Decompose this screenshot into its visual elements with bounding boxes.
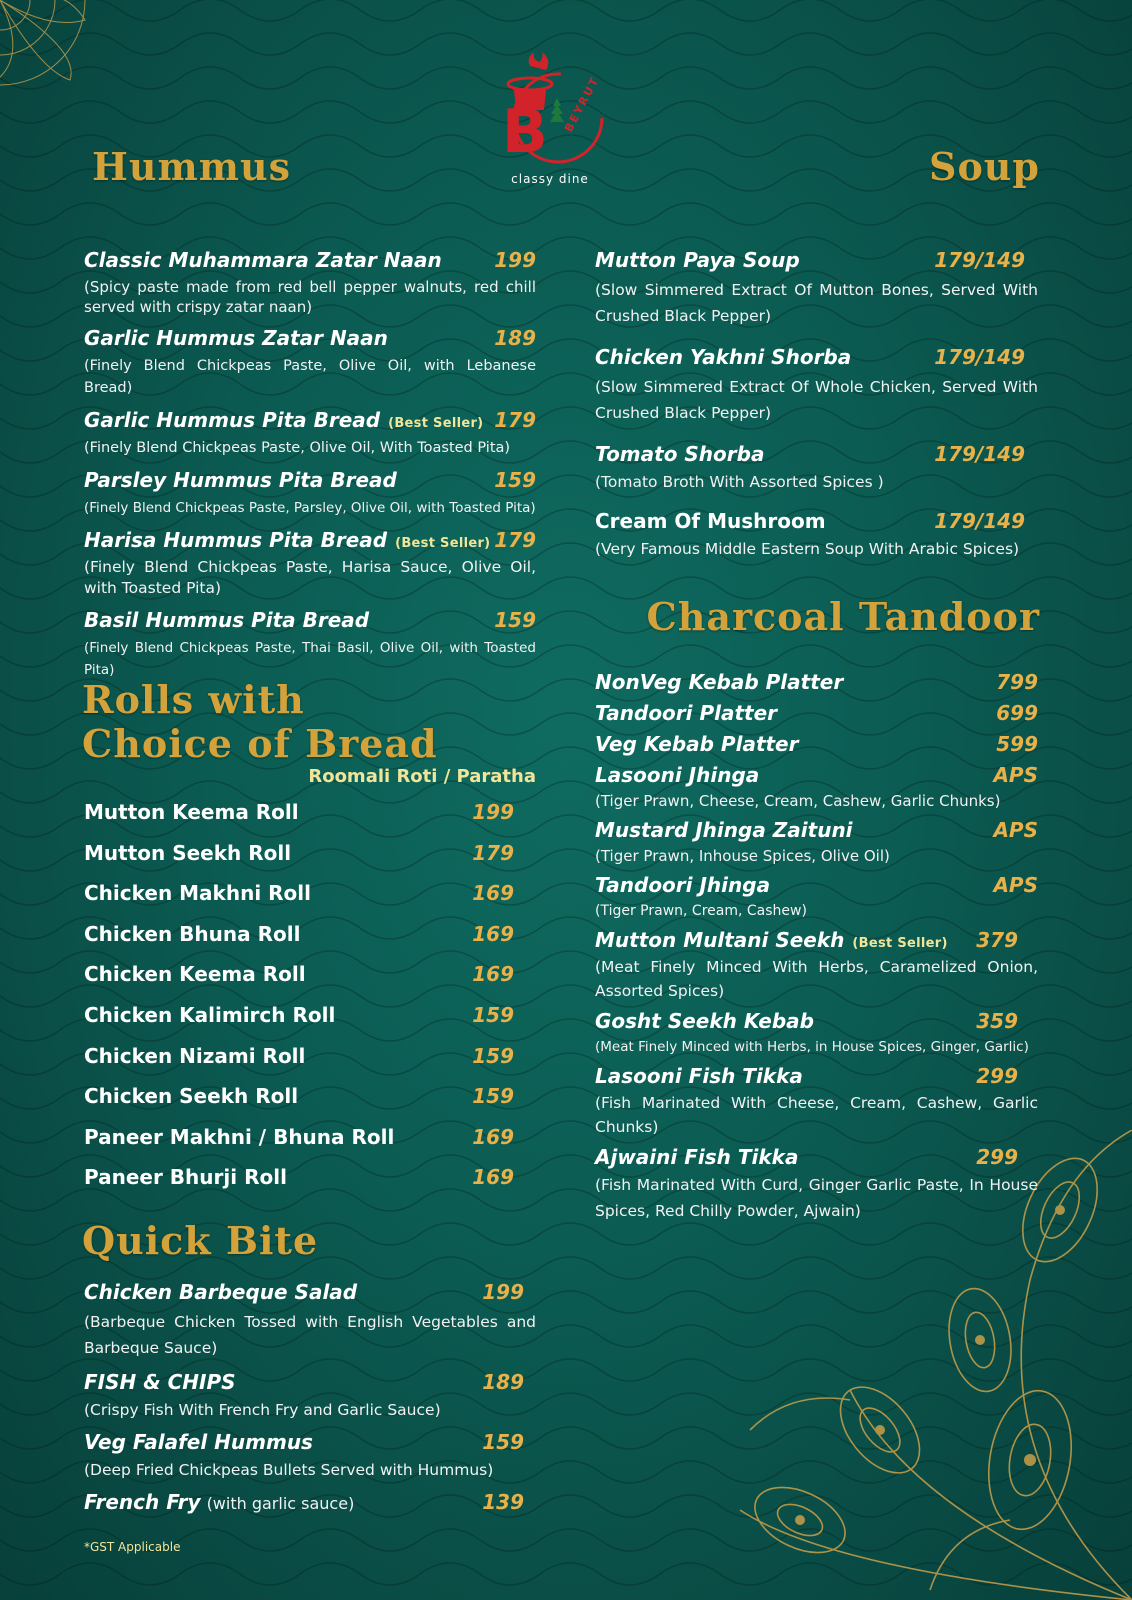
roll-item — [84, 962, 514, 1003]
item-price: 199 — [482, 1280, 524, 1304]
item-price: 179 — [472, 840, 514, 865]
item-name: Chicken Keema Roll — [84, 962, 306, 987]
item-name: Classic Muhammara Zatar Naan — [84, 248, 442, 272]
soup-item — [595, 442, 1038, 493]
rolls-heading-line1: Rolls with — [82, 677, 305, 722]
item-name: Chicken Seekh Roll — [84, 1084, 299, 1109]
hummus-item-garlic-zatar — [84, 326, 536, 399]
roll-item — [84, 1165, 514, 1206]
item-price: 299 — [976, 1145, 1018, 1169]
item-price: APS — [993, 873, 1038, 897]
item-name: Mutton Paya Soup — [595, 248, 800, 272]
hummus-heading: Hummus — [92, 144, 291, 189]
item-name: Veg Falafel Hummus — [84, 1430, 313, 1454]
tandoor-list — [595, 670, 1038, 1233]
item-price: 379 — [976, 928, 1018, 952]
gst-footnote: *GST Applicable — [84, 1540, 181, 1554]
charcoal-tandoor-heading: Charcoal Tandoor — [646, 594, 1040, 639]
roll-item — [84, 1044, 514, 1085]
item-name: Gosht Seekh Kebab — [595, 1009, 814, 1033]
item-description: (Fish Marinated With Cheese, Cream, Cashew, Garlic Chunks) — [595, 1094, 1038, 1136]
restaurant-logo — [500, 52, 612, 192]
item-price: 199 — [494, 248, 536, 272]
item-description: (Tiger Prawn, Inhouse Spices, Olive Oil) — [595, 847, 890, 865]
item-description: (Finely Blend Chickpeas Paste, Olive Oil, With Toasted Pita) — [84, 440, 511, 456]
item-price: 169 — [472, 962, 514, 987]
item-name: Cream Of Mushroom — [595, 509, 826, 533]
item-description: (Finely Blend Chickpeas Paste, Thai Basil, Olive Oil, with Toasted Pita) — [84, 640, 536, 678]
item-description: (Meat Finely Minced With Herbs, Caramelized Onion, Assorted Spices) — [595, 958, 1038, 1000]
hummus-item-garlic-pita — [84, 408, 536, 459]
item-price: APS — [993, 763, 1038, 787]
item-price: 169 — [472, 1165, 514, 1190]
best-seller-badge: (Best Seller) — [395, 536, 491, 551]
rolls-list — [84, 800, 514, 1206]
item-name: French Fry — [84, 1490, 201, 1514]
roll-item — [84, 922, 514, 963]
item-description: (Slow Simmered Extract Of Whole Chicken, Served With Crushed Black Pepper) — [595, 378, 1038, 422]
item-name: Mustard Jhinga Zaituni — [595, 818, 853, 842]
soup-item — [595, 248, 1038, 329]
item-description: (Slow Simmered Extract Of Mutton Bones, Served With Crushed Black Pepper) — [595, 281, 1038, 325]
logo-brand: BEYRUT — [562, 74, 603, 135]
rolls-bread-choice: Roomali Roti / Paratha — [308, 766, 536, 787]
item-price: 189 — [494, 326, 536, 350]
item-name: Chicken Barbeque Salad — [84, 1280, 358, 1304]
wave-line — [0, 0, 1132, 21]
quick-bite-item — [84, 1490, 536, 1514]
item-name: Tandoori Jhinga — [595, 873, 771, 897]
quick-bite-item — [84, 1280, 536, 1361]
tandoor-item — [595, 873, 1038, 922]
roll-item — [84, 1003, 514, 1044]
item-name: Mutton Keema Roll — [84, 800, 299, 824]
tandoor-item — [595, 928, 1038, 1003]
item-name: Chicken Nizami Roll — [84, 1043, 306, 1068]
item-name: Ajwaini Fish Tikka — [595, 1145, 799, 1169]
item-name: Mutton Multani Seekh — [595, 928, 845, 952]
item-description: (Barbeque Chicken Tossed with English Vegetables and Barbeque Sauce) — [84, 1313, 536, 1357]
item-description: (Finely Blend Chickpeas Paste, Harisa Sauce, Olive Oil, with Toasted Pita) — [84, 558, 536, 597]
best-seller-badge: (Best Seller) — [852, 936, 948, 951]
item-name: Lasooni Fish Tikka — [595, 1064, 803, 1088]
item-name: Tandoori Platter — [595, 701, 778, 725]
item-price: 179 — [494, 408, 536, 432]
tandoor-item — [595, 1009, 1038, 1058]
tandoor-item — [595, 1064, 1038, 1139]
tandoor-item — [595, 818, 1038, 867]
item-description: (Fish Marinated With Curd, Ginger Garlic Paste, In House Spices, Red Chilly Powder, Ajwain) — [595, 1176, 1038, 1220]
item-name: Paneer Makhni / Bhuna Roll — [84, 1124, 395, 1149]
item-description: (Tiger Prawn, Cheese, Cream, Cashew, Garlic Chunks) — [595, 792, 1001, 810]
item-price: 169 — [472, 1124, 514, 1149]
item-price: 179/149 — [934, 345, 1025, 369]
item-description: (Spicy paste made from red bell pepper walnuts, red chill served with crispy zatar naan) — [84, 278, 536, 316]
tandoor-item — [595, 763, 1038, 812]
item-price: 299 — [976, 1064, 1018, 1088]
tandoor-item — [595, 732, 1038, 756]
item-note: (with garlic sauce) — [206, 1494, 355, 1513]
tandoor-item — [595, 1145, 1038, 1224]
item-name: Chicken Yakhni Shorba — [595, 345, 852, 369]
item-price: APS — [993, 818, 1038, 842]
roll-item — [84, 1125, 514, 1166]
quick-bite-heading: Quick Bite — [82, 1218, 319, 1263]
item-description: (Finely Blend Chickpeas Paste, Olive Oil, with Lebanese Bread) — [84, 358, 536, 396]
tandoor-item — [595, 701, 1038, 725]
best-seller-badge: (Best Seller) — [388, 416, 484, 431]
mandala-ornament-top-left — [0, 0, 130, 130]
quick-bite-list — [84, 1280, 536, 1523]
item-price: 599 — [996, 732, 1038, 756]
item-price: 159 — [472, 1002, 514, 1027]
roll-item — [84, 881, 514, 922]
item-price: 169 — [472, 921, 514, 946]
item-description: (Very Famous Middle Eastern Soup With Arabic Spices) — [595, 540, 1020, 558]
quick-bite-item — [84, 1430, 536, 1481]
quick-bite-item — [84, 1370, 536, 1421]
item-price: 159 — [472, 1084, 514, 1109]
item-name: Veg Kebab Platter — [595, 732, 799, 756]
soup-list — [595, 248, 1038, 569]
roll-item — [84, 841, 514, 882]
hummus-item-harisa-pita — [84, 528, 536, 599]
item-name: Chicken Bhuna Roll — [84, 921, 301, 946]
item-description: (Crispy Fish With French Fry and Garlic Sauce) — [84, 1401, 441, 1419]
item-price: 159 — [494, 468, 536, 492]
item-description: (Meat Finely Minced with Herbs, in House Spices, Ginger, Garlic) — [595, 1039, 1029, 1055]
item-price: 159 — [472, 1043, 514, 1068]
rolls-heading-line2: Choice of Bread — [82, 721, 438, 766]
logo-letter: B — [502, 97, 548, 167]
soup-item — [595, 509, 1038, 560]
soup-item — [595, 345, 1038, 426]
roll-item — [84, 1084, 514, 1125]
hummus-list — [84, 248, 536, 690]
item-name: Paneer Bhurji Roll — [84, 1165, 287, 1190]
item-name: Basil Hummus Pita Bread — [84, 608, 370, 632]
item-price: 359 — [976, 1009, 1018, 1033]
item-price: 159 — [482, 1430, 524, 1454]
item-description: (Tomato Broth With Assorted Spices ) — [595, 473, 884, 491]
item-name: Chicken Makhni Roll — [84, 881, 312, 906]
item-name: FISH & CHIPS — [84, 1370, 236, 1394]
item-name: Garlic Hummus Pita Bread — [84, 408, 381, 432]
item-price: 799 — [996, 670, 1038, 694]
item-price: 139 — [482, 1490, 524, 1514]
item-price: 169 — [472, 881, 514, 906]
item-price: 179 — [494, 528, 536, 552]
item-description: (Finely Blend Chickpeas Paste, Parsley, Olive Oil, with Toasted Pita) — [84, 500, 536, 516]
item-name: Tomato Shorba — [595, 442, 765, 466]
item-price: 179/149 — [934, 442, 1025, 466]
item-price: 699 — [996, 701, 1038, 725]
soup-heading: Soup — [929, 144, 1040, 189]
item-name: NonVeg Kebab Platter — [595, 670, 844, 694]
item-name: Chicken Kalimirch Roll — [84, 1002, 336, 1027]
item-price: 189 — [482, 1370, 524, 1394]
wave-line — [0, 203, 1132, 225]
item-description: (Tiger Prawn, Cream, Cashew) — [595, 903, 807, 919]
item-description: (Deep Fried Chickpeas Bullets Served with Hummus) — [84, 1461, 494, 1479]
item-price: 179/149 — [934, 509, 1025, 533]
hummus-item-parsley-pita — [84, 468, 536, 519]
tandoor-item — [595, 670, 1038, 694]
roll-item — [84, 800, 514, 841]
item-price: 179/149 — [934, 248, 1025, 272]
item-name: Garlic Hummus Zatar Naan — [84, 326, 388, 350]
item-name: Mutton Seekh Roll — [84, 840, 292, 865]
logo-tagline: classy dine — [511, 172, 589, 186]
hummus-item-classic-muhammara — [84, 248, 536, 317]
item-price: 159 — [494, 608, 536, 632]
item-price: 199 — [472, 800, 514, 824]
item-name: Harisa Hummus Pita Bread — [84, 528, 388, 552]
item-name: Parsley Hummus Pita Bread — [84, 468, 397, 492]
hummus-item-basil-pita — [84, 608, 536, 681]
item-name: Lasooni Jhinga — [595, 763, 760, 787]
